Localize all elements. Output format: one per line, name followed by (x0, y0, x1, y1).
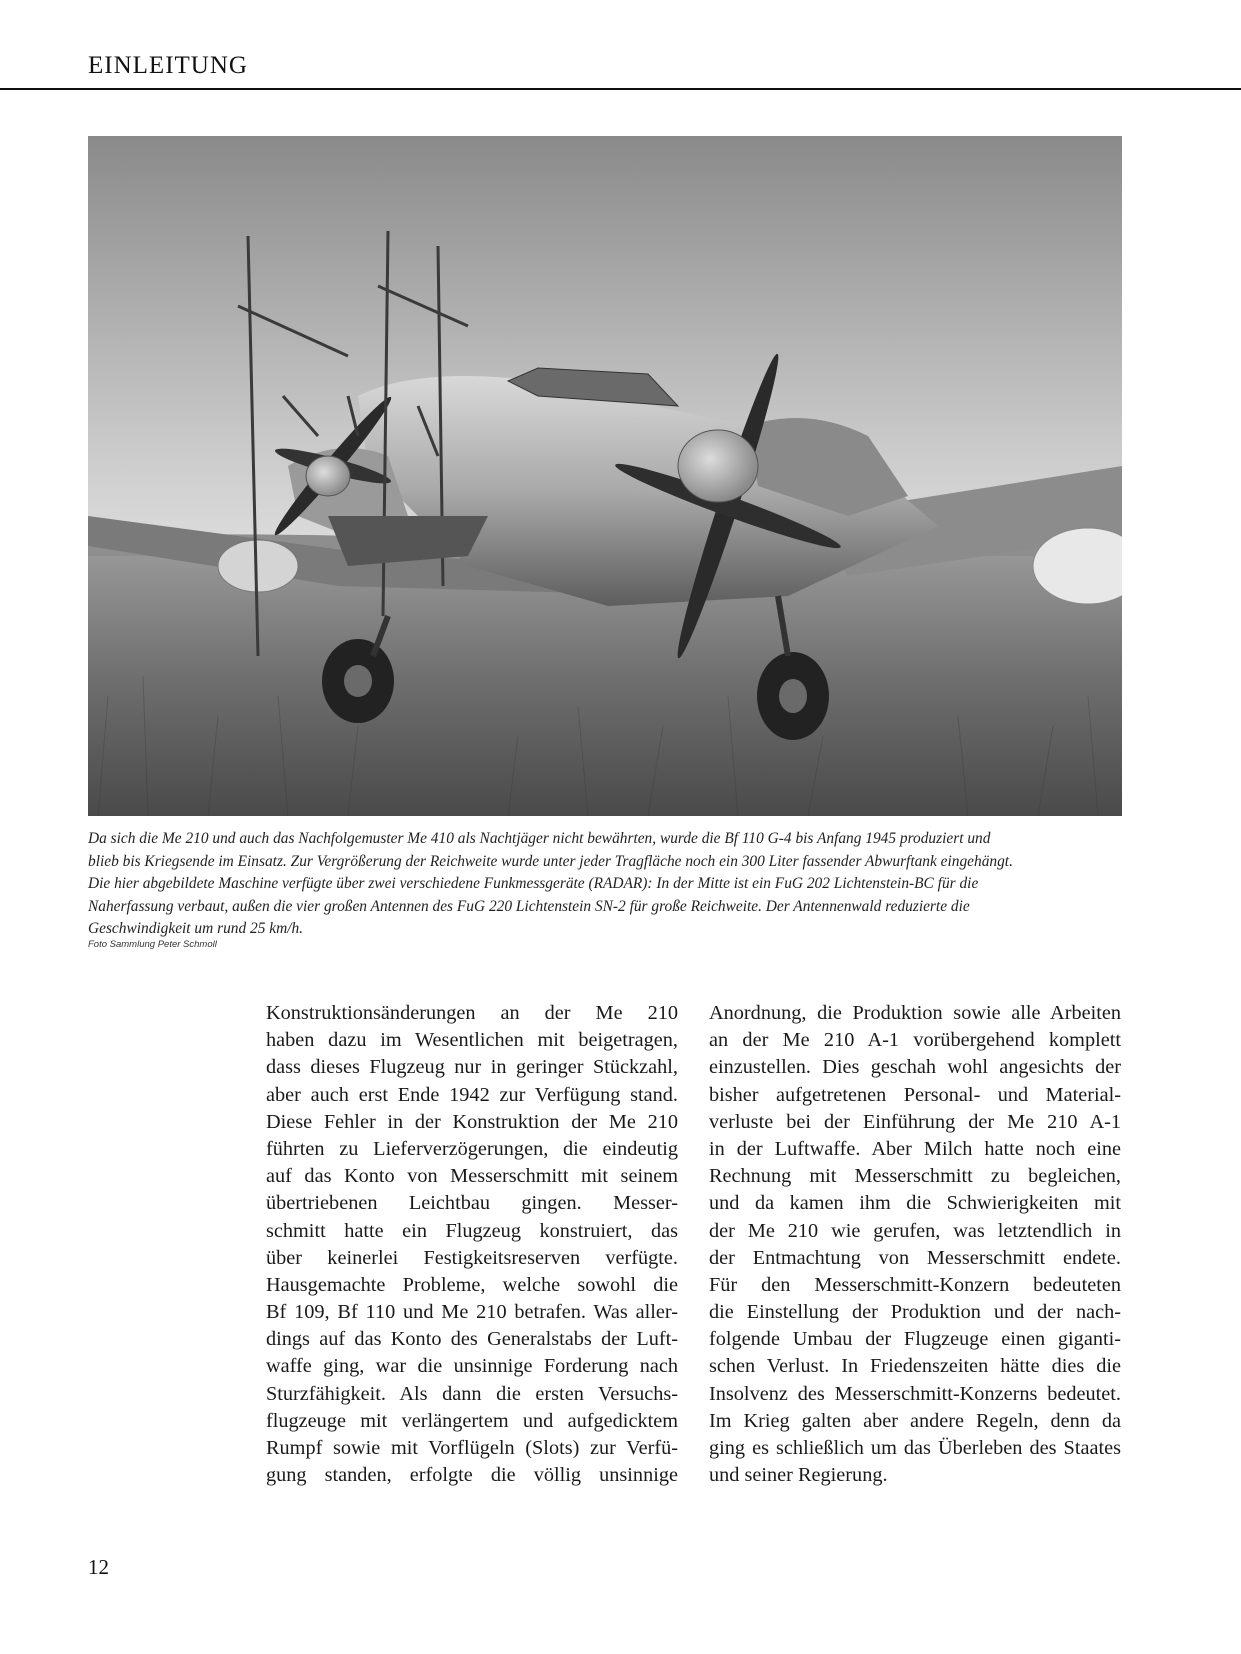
photo-caption (88, 828, 1122, 941)
text-line: Rechnung mit Messerschmitt zu begleichen, (709, 1165, 1121, 1188)
aircraft-photo (88, 136, 1122, 816)
text-line: haben dazu im Wesentlichen mit beigetragen, (266, 1029, 678, 1052)
photo-credit: Foto Sammlung Peter Schmoll (88, 939, 217, 950)
text-line: Hausgemachte Probleme, welche sowohl die (266, 1273, 678, 1296)
text-line: verluste bei der Einführung der Me 210 A-1 (709, 1110, 1121, 1133)
text-line: schmitt hatte ein Flugzeug konstruiert, das (266, 1219, 678, 1242)
caption-line: Naherfassung verbaut, außen die vier großen Antennen des FuG 220 Lichtenstein SN-2 für große Reichweite. Der Antennenwald reduzierte die (88, 897, 970, 915)
text-line: der Me 210 wie gerufen, was letztendlich in (709, 1219, 1121, 1242)
caption-line: blieb bis Kriegsende im Einsatz. Zur Vergrößerung der Reichweite wurde unter jeder Tragfläche noch ein 300 Liter fassender Abwurftank eingehängt. (88, 852, 1013, 870)
caption-line: Die hier abgebildete Maschine verfügte über zwei verschiedene Funkmessgeräte (RADAR): In der Mitte ist ein FuG 202 Lichtenstein-BC für die (88, 875, 979, 892)
text-line: und da kamen ihm die Schwierigkeiten mit (709, 1192, 1121, 1215)
text-line: dings auf das Konto des Generalstabs der Luft- (266, 1328, 678, 1351)
text-line: an der Me 210 A-1 vorübergehend komplett (709, 1029, 1121, 1052)
text-line: übertriebenen Leichtbau gingen. Messer- (266, 1192, 678, 1215)
text-line: Anordnung, die Produktion sowie alle Arbeiten (709, 1002, 1121, 1024)
text-line: ging es schließlich um das Überleben des Staates (709, 1437, 1121, 1459)
caption-line: Da sich die Me 210 und auch das Nachfolgemuster Me 410 als Nachtjäger nicht bewährten, wurde die Bf 110 G-4 bis Anfang 1945 produziert und (88, 830, 991, 847)
text-line: Rumpf sowie mit Vorflügeln (Slots) zur Verfü- (266, 1437, 678, 1459)
text-line: auf das Konto von Messerschmitt mit seinem (266, 1165, 678, 1188)
text-line: dass dieses Flugzeug nur in geringer Stückzahl, (266, 1056, 678, 1079)
text-line: Bf 109, Bf 110 und Me 210 betrafen. Was aller- (266, 1301, 678, 1324)
text-line: Für den Messerschmitt-Konzern bedeuteten (709, 1273, 1121, 1296)
text-line: in der Luftwaffe. Aber Milch hatte noch eine (709, 1137, 1121, 1160)
text-line: waffe ging, war die unsinnige Forderung nach (266, 1355, 678, 1378)
text-line: Sturzfähigkeit. Als dann die ersten Versuchs- (266, 1382, 678, 1405)
text-line: folgende Umbau der Flugzeuge einen giganti- (709, 1328, 1121, 1351)
body-column-left (266, 1000, 678, 1489)
text-line: und seiner Regierung. (709, 1464, 888, 1487)
page-number: 12 (88, 1555, 109, 1579)
text-line: aber auch erst Ende 1942 zur Verfügung stand. (266, 1083, 678, 1106)
text-line: führten zu Lieferverzögerungen, die eindeutig (266, 1137, 678, 1160)
body-column-right (709, 1000, 1121, 1489)
text-line: Insolvenz des Messerschmitt-Konzerns bedeutet. (709, 1382, 1121, 1405)
text-line: Diese Fehler in der Konstruktion der Me 210 (266, 1110, 678, 1133)
text-line: gung standen, erfolgte die völlig unsinnige (266, 1464, 678, 1487)
header-rule (0, 88, 1241, 90)
text-line: Konstruktionsänderungen an der Me 210 (266, 1002, 678, 1024)
text-line: die Einstellung der Produktion und der nach- (709, 1301, 1121, 1324)
text-line: über keinerlei Festigkeitsreserven verfügte. (266, 1246, 678, 1269)
text-line: der Entmachtung von Messerschmitt endete. (709, 1246, 1121, 1269)
text-line: flugzeuge mit verlängertem und aufgedicktem (266, 1409, 678, 1432)
text-line: einzustellen. Dies geschah wohl angesichts der (709, 1056, 1121, 1079)
text-line: Im Krieg galten aber andere Regeln, denn da (709, 1409, 1121, 1432)
running-head: EINLEITUNG (88, 52, 248, 79)
text-line: bisher aufgetretenen Personal- und Material- (709, 1083, 1121, 1106)
text-line: schen Verlust. In Friedenszeiten hätte dies die (709, 1355, 1121, 1378)
caption-line: Geschwindigkeit um rund 25 km/h. (88, 920, 304, 937)
